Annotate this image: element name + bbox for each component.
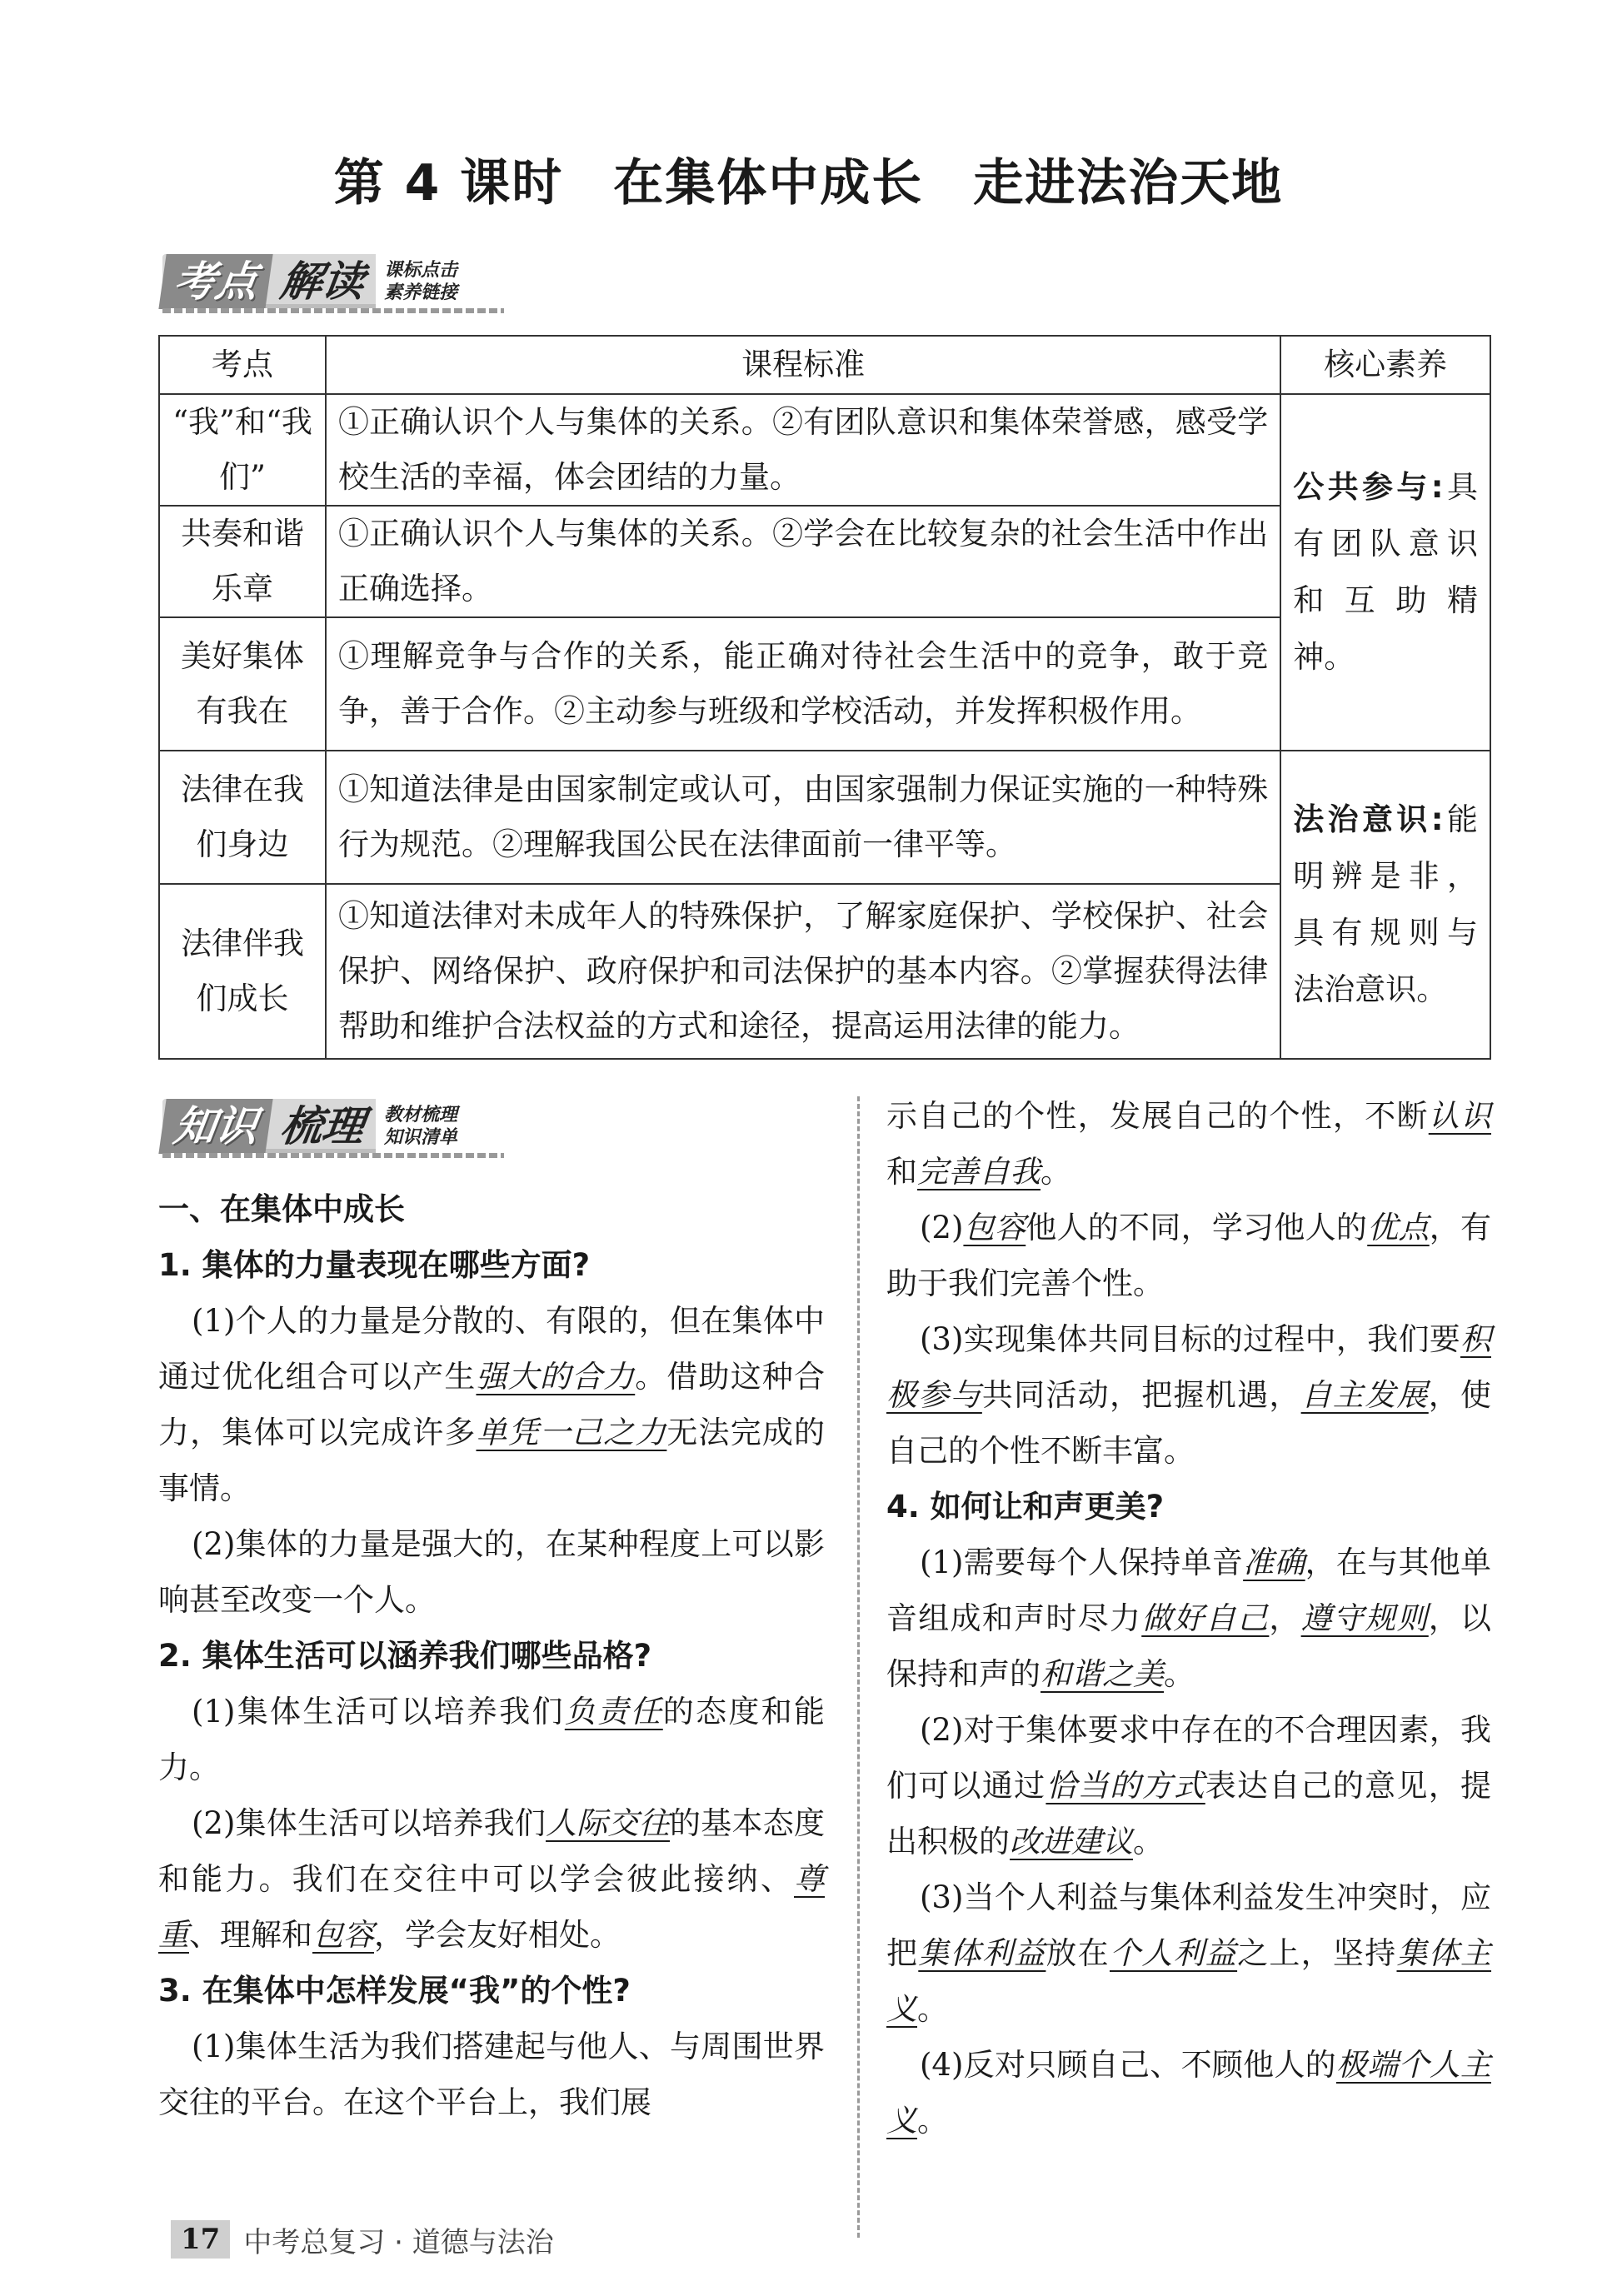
text-run: 。	[1041, 1154, 1071, 1190]
literacy-label: 法治意识:	[1293, 801, 1444, 837]
page-footer	[171, 2216, 554, 2263]
section-heading: 一、在集体中成长	[158, 1191, 405, 1227]
page-title	[0, 143, 1617, 215]
text-run: 示自己的个性，发展自己的个性，不断	[886, 1098, 1429, 1134]
right-column	[886, 1088, 1491, 2149]
table-cell-point: “我”和“我们”	[159, 394, 326, 506]
text-run: (2)集体生活可以培养我们	[192, 1805, 546, 1841]
table-cell-standard: ①理解竞争与合作的关系，能正确对待社会生活中的竞争，敢于竞争，善于合作。②主动参与班级和学校活动，并发挥积极作用。	[326, 617, 1280, 751]
answer-paragraph	[886, 1200, 1491, 1311]
book-title: 中考总复习 · 道德与法治	[243, 2225, 554, 2259]
key-phrase: 和谐之美	[1041, 1656, 1164, 1692]
key-phrase: 人际交往	[546, 1805, 671, 1841]
key-phrase: 完善自我	[917, 1154, 1041, 1190]
title-part1: 在集体中成长	[613, 154, 924, 212]
table-cell-standard: ①正确认识个人与集体的关系。②学会在比较复杂的社会生活中作出正确选择。	[326, 506, 1280, 617]
text-run: ，	[1269, 1600, 1301, 1636]
key-phrase: 自主发展	[1300, 1377, 1429, 1413]
table-cell-standard: ①知道法律对未成年人的特殊保护，了解家庭保护、学校保护、社会保护、网络保护、政府保护和司法保护的基本内容。②掌握获得法律帮助和维护合法权益的方式和途径，提高运用法律的能力。	[326, 884, 1280, 1059]
text-run: 表达自己的意见，提出积极的	[886, 1768, 1492, 1859]
answer-paragraph	[886, 1702, 1491, 1869]
text-run: (1)个人的力量是分散的、有限的，但在集体中通过优化组合可以产生	[158, 1303, 825, 1395]
key-phrase: 强大的合力	[476, 1359, 636, 1395]
answer-paragraph	[886, 2037, 1491, 2149]
banner-sub-2: 素养链接	[384, 282, 458, 303]
key-phrase: 集体利益	[918, 1935, 1046, 1971]
key-phrase: 恰当的方式	[1046, 1768, 1205, 1804]
lesson-number: 第 4 课时	[333, 154, 564, 212]
text-run: ，有助于我们完善个性。	[886, 1210, 1492, 1301]
key-phrase: 改进建议	[1010, 1824, 1133, 1859]
text-run: (3)实现集体共同目标的过程中，我们要	[920, 1321, 1460, 1357]
text-run: (3)当个人利益与集体利益发生冲突时，应把	[886, 1879, 1491, 1971]
key-phrase: 集体主义	[886, 1935, 1492, 2027]
table-cell-point: 法律伴我们成长	[159, 884, 326, 1059]
answer-paragraph	[886, 1311, 1491, 1479]
column-divider	[857, 1096, 860, 2238]
table-cell-standard: ①正确认识个人与集体的关系。②有团队意识和集体荣誉感，感受学校生活的幸福，体会团结的力量。	[326, 394, 1280, 506]
table-cell-standard: ①知道法律是由国家制定或认可，由国家强制力保证实施的一种特殊行为规范。②理解我国公民在法律面前一律平等。	[326, 751, 1280, 884]
table-row	[159, 394, 1490, 506]
text-run: 。	[1133, 1824, 1164, 1859]
answer-paragraph	[886, 1869, 1491, 2037]
text-run: 、理解和	[189, 1917, 312, 1953]
key-phrase: 个人利益	[1109, 1935, 1238, 1971]
table-cell-point: 共奏和谐乐章	[159, 506, 326, 617]
text-run: 。	[1164, 1656, 1195, 1692]
text-run: (1)需要每个人保持单音	[920, 1545, 1244, 1580]
text-run: 。	[917, 2103, 948, 2139]
text-run: 和	[886, 1154, 917, 1190]
banner-word-1: 知识	[158, 1099, 272, 1154]
table-header-row	[159, 336, 1490, 394]
text-run: 之上，坚持	[1237, 1935, 1397, 1971]
text-run: 的基本态度和能力。我们在交往中可以学会彼此接纳、	[158, 1805, 825, 1897]
section-banner-zhishi	[162, 1093, 496, 1160]
table-header: 课程标准	[326, 336, 1280, 394]
literacy-text: 具有团队意识和互助精神。	[1293, 469, 1479, 675]
banner-sub-1: 课标点击	[384, 260, 458, 281]
table-header: 核心素养	[1280, 336, 1490, 394]
text-run: 无法完成的事情。	[158, 1415, 826, 1506]
text-run: 共同活动，把握机遇，	[981, 1377, 1301, 1413]
banner-word-2: 梳理	[277, 1102, 368, 1150]
banner-stripe	[162, 308, 504, 313]
answer-paragraph	[158, 1684, 825, 1795]
banner-word-1: 考点	[158, 254, 272, 309]
text-run: 。	[917, 1991, 948, 2027]
answer-paragraph	[886, 1535, 1491, 1702]
question-heading: 3. 在集体中怎样发展“我”的个性?	[158, 1973, 631, 2009]
key-phrase: 包容	[963, 1210, 1026, 1245]
curriculum-table	[158, 335, 1491, 1060]
question-heading: 1. 集体的力量表现在哪些方面?	[158, 1247, 591, 1283]
answer-paragraph	[886, 1088, 1491, 1200]
key-phrase: 负责任	[564, 1694, 663, 1729]
table-header: 考点	[159, 336, 326, 394]
answer-paragraph	[158, 1795, 825, 1963]
text-run: ，学会友好相处。	[374, 1917, 621, 1953]
key-phrase: 包容	[312, 1917, 374, 1953]
table-cell-literacy	[1280, 751, 1490, 1059]
key-phrase: 遵守规则	[1300, 1600, 1429, 1636]
answer-paragraph: (1)集体生活为我们搭建起与他人、与周围世界交往的平台。在这个平台上，我们展	[158, 2029, 825, 2120]
banner-stripe	[162, 1153, 504, 1158]
question-heading: 2. 集体生活可以涵养我们哪些品格?	[158, 1638, 652, 1674]
key-phrase: 做好自己	[1141, 1600, 1270, 1636]
answer-paragraph	[158, 1293, 825, 1516]
key-phrase: 尊重	[158, 1861, 825, 1953]
text-run: 。借助这种合力，集体可以完成许多	[158, 1359, 825, 1450]
table-cell-point: 美好集体有我在	[159, 617, 326, 751]
key-phrase: 认识	[1428, 1098, 1492, 1134]
section-banner-kaodian	[162, 248, 496, 315]
key-phrase: 准确	[1243, 1545, 1305, 1580]
literacy-text: 能明辨是非，具有规则与法治意识。	[1293, 801, 1479, 1007]
left-column	[158, 1181, 825, 2130]
table-cell-literacy	[1280, 394, 1490, 751]
text-run: 的态度和能力。	[158, 1694, 826, 1785]
text-run: 他人的不同，学习他人的	[1026, 1210, 1368, 1245]
banner-sub-1: 教材梳理	[384, 1105, 458, 1126]
title-part2: 走进法治天地	[973, 154, 1284, 212]
text-run: (1)集体生活可以培养我们	[192, 1694, 565, 1729]
page-number: 17	[171, 2220, 230, 2259]
text-run: 放在	[1046, 1935, 1110, 1971]
banner-word-2: 解读	[277, 257, 368, 306]
text-run: (4)反对只顾自己、不顾他人的	[920, 2047, 1336, 2083]
key-phrase: 单凭一己之力	[476, 1415, 667, 1450]
text-run: ，以保持和声的	[886, 1600, 1492, 1692]
key-phrase: 优点	[1367, 1210, 1430, 1245]
table-cell-point: 法律在我们身边	[159, 751, 326, 884]
banner-sub-2: 知识清单	[384, 1127, 458, 1148]
text-run: ，使自己的个性不断丰富。	[886, 1377, 1492, 1469]
question-heading: 4. 如何让和声更美?	[886, 1489, 1165, 1525]
text-run: ，在与其他单音组成和声时尽力	[886, 1545, 1492, 1636]
text-run: (2)对于集体要求中存在的不合理因素，我们可以通过	[886, 1712, 1491, 1804]
text-run: (2)	[920, 1210, 964, 1245]
key-phrase: 极端个人主义	[886, 2047, 1491, 2139]
answer-paragraph: (2)集体的力量是强大的，在某种程度上可以影响甚至改变一个人。	[158, 1526, 825, 1618]
literacy-label: 公共参与:	[1293, 469, 1444, 505]
table-row	[159, 751, 1490, 884]
key-phrase: 积极参与	[886, 1321, 1491, 1413]
